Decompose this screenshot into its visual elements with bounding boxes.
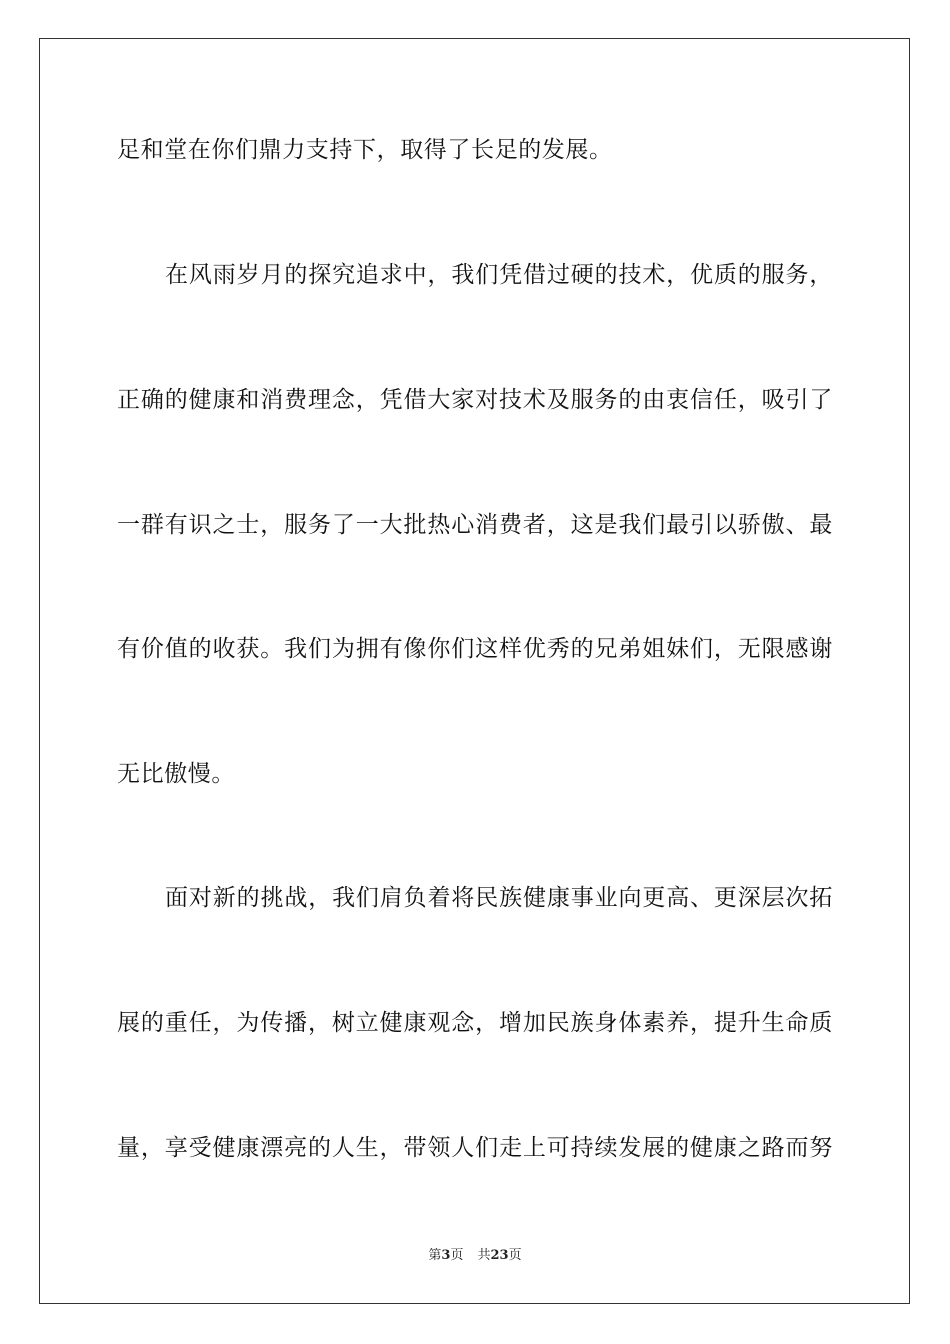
body-line-3: 正确的健康和消费理念，凭借大家对技术及服务的由衷信任，吸引了 xyxy=(117,387,833,413)
body-line-7: 面对新的挑战，我们肩负着将民族健康事业向更高、更深层次拓 xyxy=(165,885,833,911)
body-line-4: 一群有识之士，服务了一大批热心消费者，这是我们最引以骄傲、最 xyxy=(117,512,833,538)
page-number: 3 xyxy=(441,1248,451,1263)
body-line-8: 展的重任，为传播，树立健康观念，增加民族身体素养，提升生命质 xyxy=(117,1010,833,1036)
body-line-9: 量，享受健康漂亮的人生，带领人们走上可持续发展的健康之路而努 xyxy=(117,1135,833,1161)
body-line-1: 足和堂在你们鼎力支持下，取得了长足的发展。 xyxy=(117,137,613,163)
body-line-5: 有价值的收获。我们为拥有像你们这样优秀的兄弟姐妹们，无限感谢 xyxy=(117,636,833,662)
total-suffix: 页 xyxy=(508,1248,522,1263)
page-suffix: 页 xyxy=(450,1248,464,1263)
body-line-2: 在风雨岁月的探究追求中，我们凭借过硬的技术，优质的服务， xyxy=(165,262,833,288)
page-border xyxy=(39,38,910,1304)
page-footer xyxy=(0,1248,950,1264)
total-prefix: 共 xyxy=(477,1248,491,1263)
page-prefix: 第 xyxy=(428,1248,442,1263)
body-line-6: 无比傲慢。 xyxy=(117,761,235,787)
total-pages: 23 xyxy=(490,1248,509,1263)
